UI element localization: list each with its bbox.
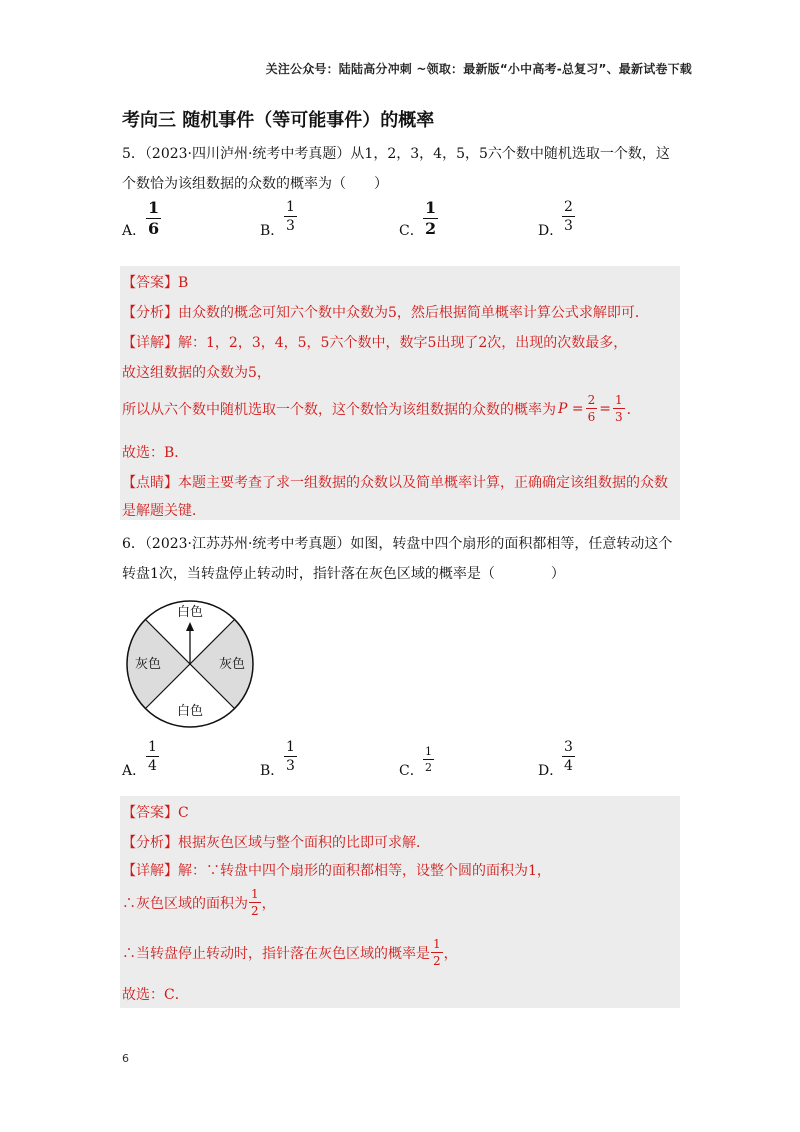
section-title: 考向三 随机事件（等可能事件）的概率	[122, 110, 435, 131]
option-label: C．	[399, 763, 424, 779]
fraction: $\frac{3}{4}$	[564, 739, 573, 774]
fraction: $\frac{1}{3}$	[286, 739, 295, 774]
fraction: $\frac{1}{6}$	[148, 198, 160, 238]
option-label: A．	[122, 223, 147, 239]
choose-text: 故选：C．	[122, 987, 189, 1003]
left-sector-label: 灰色	[134, 657, 162, 672]
right-sector-label: 灰色	[218, 657, 246, 672]
option-label: D．	[538, 763, 564, 779]
bottom-sector-label: 白色	[176, 704, 204, 719]
detail-text-2: 故这组数据的众数为5，	[122, 365, 271, 381]
question-5-options	[122, 200, 682, 244]
analysis-text: 【分析】根据灰色区域与整个面积的比即可求解．	[122, 835, 430, 851]
option-label: B．	[260, 763, 285, 779]
question-6-line1: 6．（2023·江苏苏州·统考中考真题）如图，转盘中四个扇形的面积都相等，任意转动这个	[122, 536, 673, 552]
question-6-line2: 转盘1次，当转盘停止转动时，指针落在灰色区域的概率是（ ）	[122, 566, 565, 582]
question-6-options	[122, 740, 682, 784]
option-label: C．	[399, 223, 424, 239]
top-sector-label: 白色	[176, 605, 204, 620]
detail-text-1: 【详解】解：1，2，3，4，5，5六个数中，数字5出现了2次，出现的次数最多，	[122, 335, 628, 351]
option-label: A．	[122, 763, 147, 779]
question-5	[122, 139, 682, 199]
fraction: $\frac{2}{6}$	[587, 393, 596, 424]
fraction: $\frac{1}{3}$	[286, 199, 295, 234]
detail-text-3: ∴当转盘停止转动时，指针落在灰色区域的概率是 $\frac{1}{2}$ ，	[122, 937, 458, 968]
question-5-line1: 5．（2023·四川泸州·统考中考真题）从1，2，3，4，5，5六个数中随机选取一个数，这	[122, 146, 670, 162]
fraction: $\frac{1}{2}$	[425, 745, 432, 774]
comment-text-2: 是解题关键．	[122, 503, 206, 519]
fraction: $\frac{1}{3}$	[614, 393, 623, 424]
fraction: $\frac{1}{2}$	[251, 887, 259, 918]
answer-label: 【答案】B	[122, 275, 189, 291]
fraction: $\frac{1}{4}$	[148, 739, 157, 774]
question-5-line2: 个数恰为该组数据的众数的概率为（ ）	[122, 176, 388, 192]
page-header: 关注公众号：陆陆高分冲刺 ~领取：最新版“小中高考-总复习”、最新试卷下载	[265, 62, 692, 76]
choose-text: 故选：B．	[122, 445, 189, 461]
spinner-diagram	[120, 594, 260, 734]
fraction: $\frac{2}{3}$	[564, 199, 573, 234]
option-label: B．	[260, 223, 285, 239]
option-label: D．	[538, 223, 564, 239]
answer-label: 【答案】C	[122, 805, 189, 821]
formula-lhs: P =	[558, 400, 584, 417]
detail-text-2: ∴灰色区域的面积为 $\frac{1}{2}$ ，	[122, 887, 276, 918]
analysis-text: 【分析】由众数的概念可知六个数中众数为5，然后根据简单概率计算公式求解即可．	[122, 305, 649, 321]
question-6	[122, 529, 682, 589]
detail-text-3: 所以从六个数中随机选取一个数，这个数恰为该组数据的众数的概率为 P = $\frac{2}{6}$ = $\frac{1}{3}$ ．	[122, 393, 641, 424]
answer-block-6	[120, 796, 680, 1008]
fraction: $\frac{1}{2}$	[433, 937, 441, 968]
page-number: 6	[122, 1052, 129, 1065]
answer-block-5	[120, 266, 680, 520]
fraction: $\frac{1}{2}$	[425, 198, 437, 238]
detail-text-1: 【详解】解：∵转盘中四个扇形的面积都相等，设整个圆的面积为1，	[122, 863, 551, 879]
comment-text-1: 【点睛】本题主要考查了求一组数据的众数以及简单概率计算，正确确定该组数据的众数	[122, 475, 668, 491]
